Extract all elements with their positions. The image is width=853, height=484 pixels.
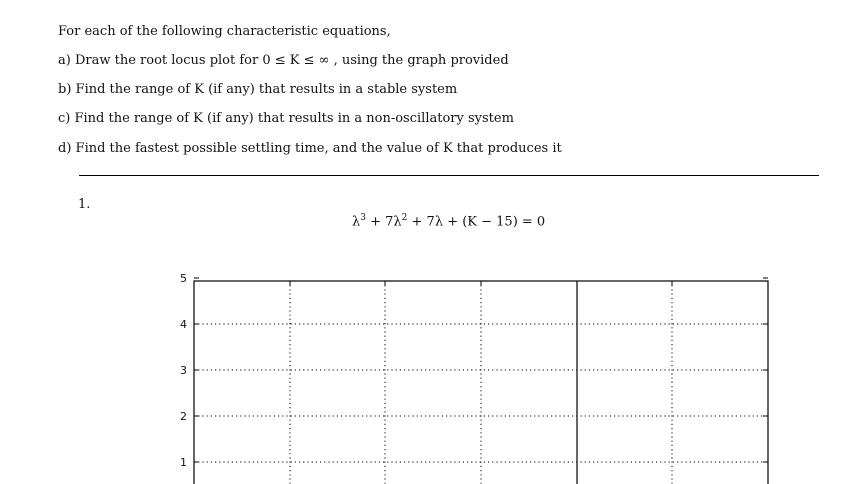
y-tick-label: 2 [180,410,187,423]
y-tick-label: 5 [180,272,187,285]
eq-exp2: 2 [401,213,408,223]
question-d-letter: d) [58,141,72,156]
instructions-intro: For each of the following characteristic equations, [58,24,391,39]
eq-mid: + 7λ [365,214,402,230]
y-tick-label: 4 [180,318,187,331]
question-a-letter: a) [58,53,71,68]
y-tick-label: 3 [180,364,187,377]
question-b-text: Find the range of K (if any) that results in a stable system [75,82,458,97]
question-b-letter: b) [58,82,72,97]
eq-tail: + 7λ + (K − 15) = 0 [407,214,546,230]
eq-exp3: 3 [360,213,366,223]
question-c-letter: c) [58,111,71,126]
question-d-text: Find the fastest possible settling time, and the value of K that produces it [75,141,562,156]
problem-number: 1. [78,197,91,212]
eq-lambda: λ [352,214,361,230]
y-tick-label: 1 [180,456,187,469]
question-c-text: Find the range of K (if any) that results in a non-oscillatory system [74,111,514,126]
question-a-text: Draw the root locus plot for 0 ≤ K ≤ ∞ , using the graph provided [74,53,509,68]
